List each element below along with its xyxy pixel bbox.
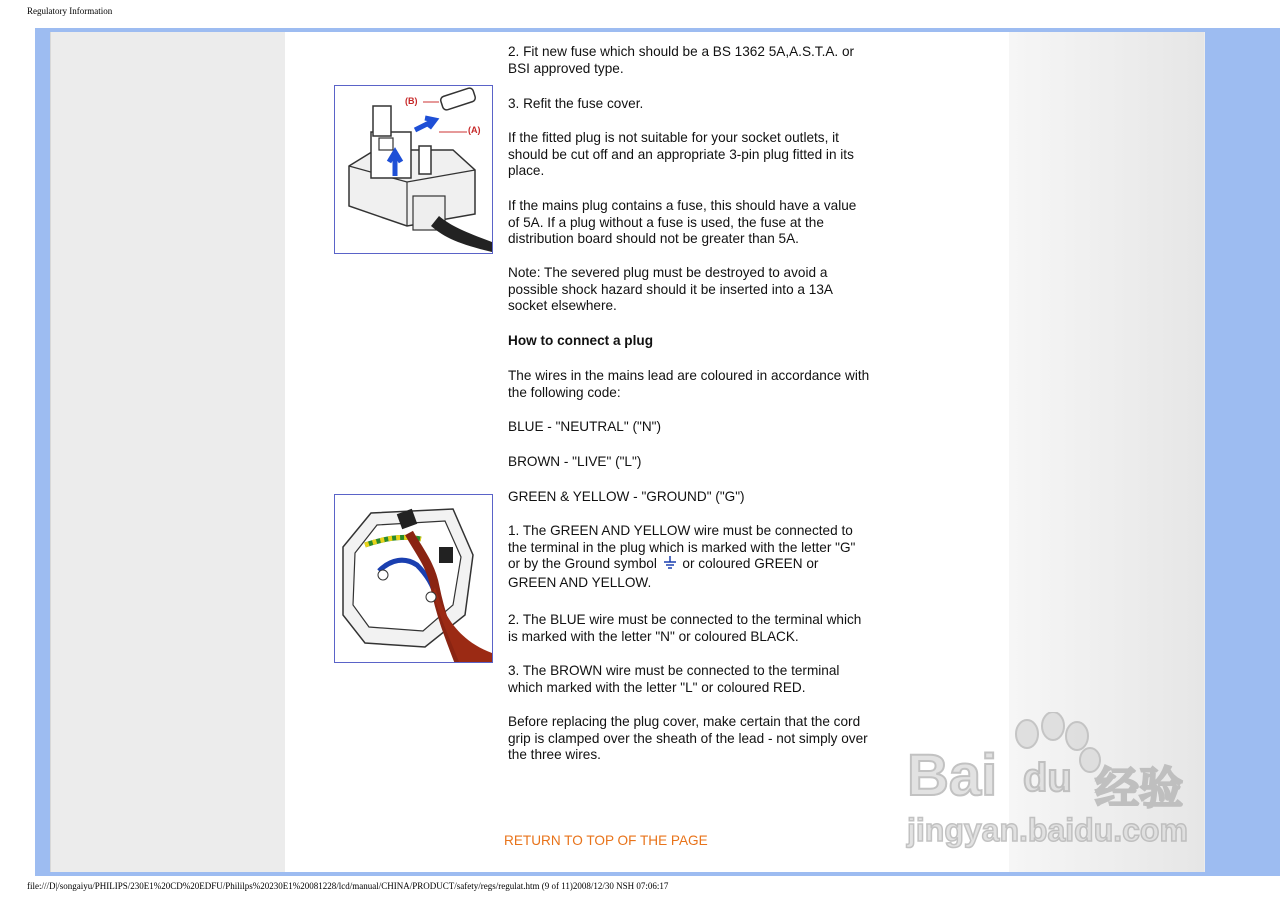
paragraph-fit-fuse: 2. Fit new fuse which should be a BS 1362 5A,A.S.T.A. or BSI approved type. (508, 44, 855, 76)
paragraph-cord-grip: Before replacing the plug cover, make certain that the cord grip is clamped over the sheath of the lead - not simply over the three wires. (508, 714, 868, 763)
wire-code-blue: BLUE - "NEUTRAL" ("N") (508, 419, 661, 434)
wire-code-brown: BROWN - "LIVE" ("L") (508, 454, 642, 469)
paragraph-blue-wire: 2. The BLUE wire must be connected to the terminal which is marked with the letter "N" or coloured BLACK. (508, 612, 862, 644)
paragraph-fuse-value: If the mains plug contains a fuse, this should have a value of 5A. If a plug without a fuse is used, the fuse at the distribution board should not be greater than 5A. (508, 198, 857, 247)
plug-wiring-illustration (334, 494, 493, 663)
paragraph-plug-unsuitable: If the fitted plug is not suitable for your socket outlets, it should be cut off and an appropriate 3-pin plug fitted in its place. (508, 130, 854, 179)
fuse-label-a: (A) (468, 125, 481, 135)
paragraph-note: Note: The severed plug must be destroyed to avoid a possible shock hazard should it be inserted into a 13A socket elsewhere. (508, 265, 833, 314)
baidu-jingyan-watermark (905, 712, 1205, 862)
ground-symbol-icon (663, 556, 677, 575)
wire-code-green-yellow: GREEN & YELLOW - "GROUND" ("G") (508, 489, 745, 504)
paragraph-wire-colours: The wires in the mains lead are coloured in accordance with the following code: (508, 368, 870, 400)
watermark-brand-du: du (1023, 756, 1072, 800)
paragraph-brown-wire: 3. The BROWN wire must be connected to the terminal which marked with the letter "L" or coloured RED. (508, 663, 840, 695)
paragraph-ground-wire-text-1: 1. The GREEN AND YELLOW wire must be connected to the terminal in the plug which is marked with the letter "G" or by the Ground symbol (508, 523, 856, 572)
paragraph-ground-wire (508, 523, 870, 591)
watermark-url: jingyan.baidu.com (907, 812, 1188, 848)
fuse-replacement-illustration (334, 85, 493, 254)
paragraph-refit-cover: 3. Refit the fuse cover. (508, 96, 644, 111)
return-to-top-link[interactable]: RETURN TO TOP OF THE PAGE (504, 833, 708, 848)
watermark-brand: Bai (907, 743, 998, 808)
watermark-cn: 经验 (1095, 764, 1183, 813)
heading-connect-plug: How to connect a plug (508, 333, 653, 348)
page-header-title: Regulatory Information (27, 6, 113, 16)
fuse-label-b: (B) (405, 96, 418, 106)
page-footer-path: file:///D|/songaiyu/PHILIPS/230E1%20CD%20EDFU/Phililps%20230E1%20081228/lcd/manual/CHINA/PRODUCT/safety/regs/regulat.htm (9 of 11)2008/12/30 NSH 07:06:17 (27, 881, 669, 891)
paragraph-ground-wire-text-2: or coloured GREEN or GREEN AND YELLOW. (508, 556, 819, 590)
